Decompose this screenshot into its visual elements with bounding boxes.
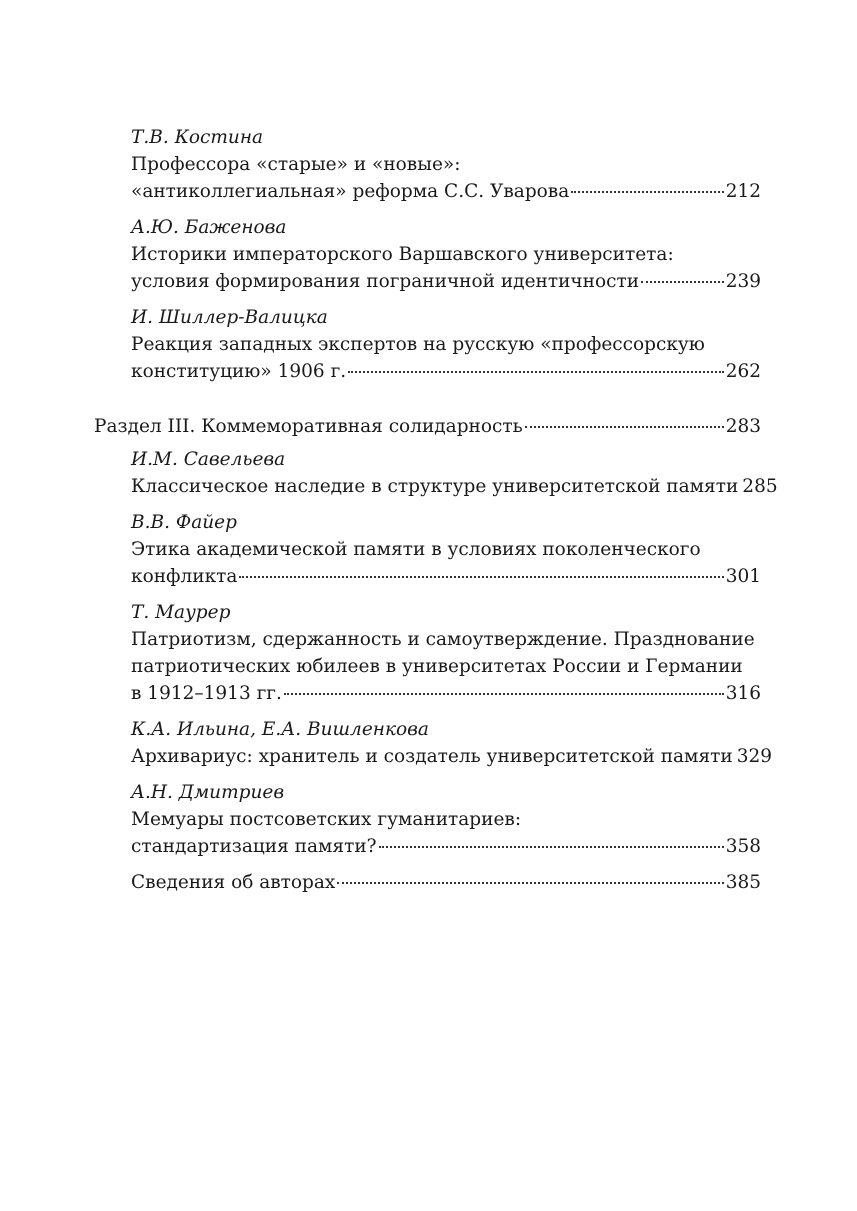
entry-author: В.В. Файер: [131, 512, 237, 533]
entry-title-last-line[interactable]: [131, 268, 761, 295]
entry-author: Т.В. Костина: [131, 127, 264, 148]
toc-entry: [0, 446, 857, 500]
entry-title-last-line[interactable]: [131, 680, 761, 707]
toc-entry: [0, 304, 857, 385]
toc-entry: [0, 509, 857, 590]
page-number: 283: [725, 416, 761, 437]
entry-title-line: Профессора «старые» и «новые»:: [131, 154, 461, 175]
entry-title-last-line[interactable]: [131, 869, 761, 896]
page-number: 285: [742, 476, 778, 497]
dot-leader: [379, 846, 724, 848]
entry-author: И. Шиллер-Валицка: [131, 307, 328, 328]
entry-title-last-line[interactable]: [131, 358, 761, 385]
entry-title-text: конституцию» 1906 г.: [131, 361, 347, 382]
entry-title-line: Историки императорского Варшавского университета:: [131, 244, 674, 265]
entry-title-line: Патриотизм, сдержанность и самоутверждение. Празднование: [131, 629, 755, 650]
entry-title-line: патриотических юбилеев в университетах России и Германии: [131, 656, 743, 677]
dot-leader: [239, 576, 723, 578]
section-heading: [0, 413, 857, 440]
entry-title-last-line[interactable]: [131, 563, 761, 590]
table-of-contents: [0, 124, 857, 905]
entry-title-text: стандартизация памяти?: [131, 836, 377, 857]
dot-leader: [337, 882, 723, 884]
page-number: 358: [725, 836, 761, 857]
toc-entry: [0, 779, 857, 860]
entry-author: А.Ю. Баженова: [131, 217, 287, 238]
entry-author: Т. Маурер: [131, 602, 231, 623]
entry-title-line: Этика академической памяти в условиях поколенческого: [131, 539, 701, 560]
page-number: 316: [725, 683, 761, 704]
page-number: 385: [725, 872, 761, 893]
entry-title-text: конфликта: [131, 566, 238, 587]
entry-author: И.М. Савельева: [131, 449, 286, 470]
toc-entry: [0, 599, 857, 707]
entry-title-last-line[interactable]: [131, 833, 761, 860]
entry-title-line: Мемуары постсоветских гуманитариев:: [131, 809, 522, 830]
section-line[interactable]: [94, 413, 761, 440]
entry-title-text: Сведения об авторах: [131, 872, 336, 893]
page-number: 262: [725, 361, 761, 382]
entry-title-text: Классическое наследие в структуре университетской памяти: [131, 476, 739, 497]
entry-author: К.А. Ильина, Е.А. Вишленкова: [131, 719, 429, 740]
page-number: 239: [725, 271, 761, 292]
entry-title-text: в 1912–1913 гг.: [131, 683, 282, 704]
entry-title-text: Архивариус: хранитель и создатель университетской памяти: [131, 746, 733, 767]
entry-title-last-line[interactable]: [131, 743, 772, 770]
page-number: 329: [736, 746, 772, 767]
dot-leader: [284, 693, 724, 695]
dot-leader: [571, 191, 723, 193]
entry-title-text: условия формирования пограничной идентичности: [131, 271, 640, 292]
section-title: Раздел III. Коммеморативная солидарность: [94, 416, 523, 437]
toc-entry: [0, 214, 857, 295]
page-number: 301: [725, 566, 761, 587]
entry-author: А.Н. Дмитриев: [131, 782, 285, 803]
dot-leader: [348, 371, 724, 373]
dot-leader: [641, 281, 724, 283]
toc-entry: [0, 124, 857, 205]
toc-entry: [0, 716, 857, 770]
entry-title-last-line[interactable]: [131, 178, 761, 205]
page-number: 212: [725, 181, 761, 202]
entry-title-last-line[interactable]: [131, 473, 778, 500]
entry-title-line: Реакция западных экспертов на русскую «профессорскую: [131, 334, 705, 355]
toc-entry-authors-info: [0, 869, 857, 896]
dot-leader: [525, 426, 724, 428]
entry-title-text: «антиколлегиальная» реформа С.С. Уварова: [131, 181, 570, 202]
